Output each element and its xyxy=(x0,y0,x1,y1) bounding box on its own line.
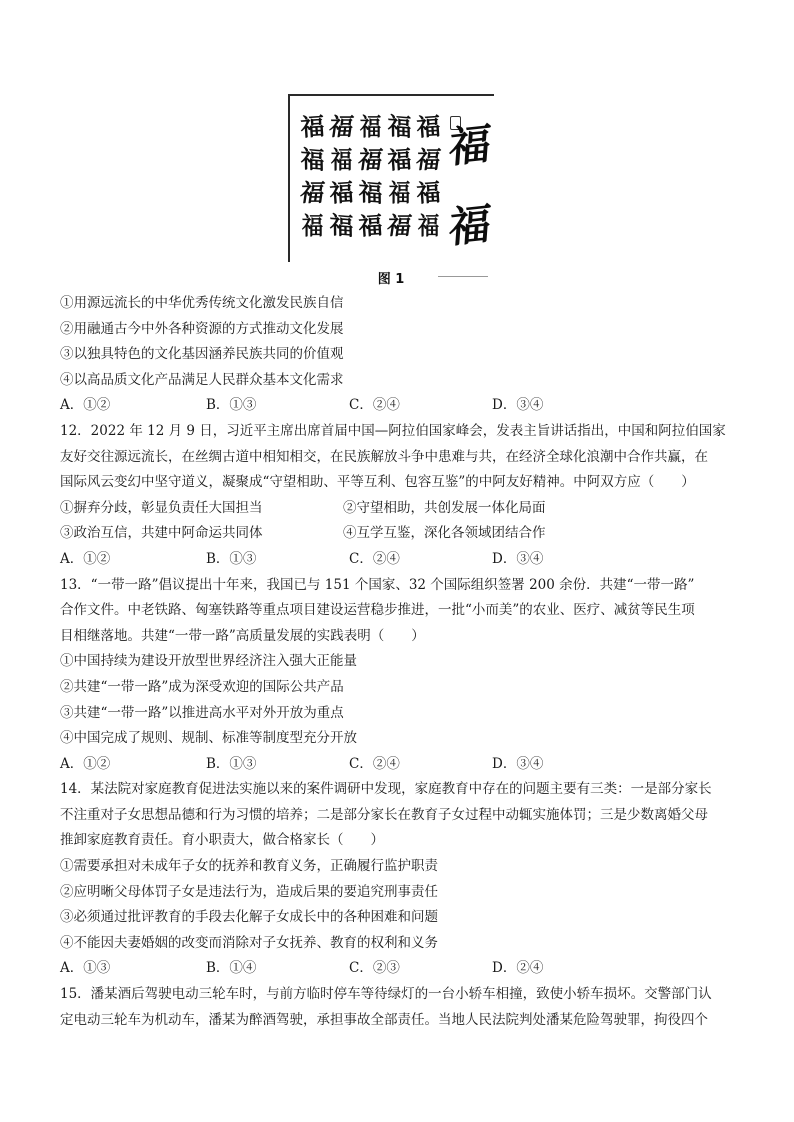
large-fu-char: 福 xyxy=(447,118,493,173)
q14-statement-3: ③必须通过批评教育的手段去化解子女成长中的各种困难和问题 xyxy=(60,909,438,926)
q11-statement-2: ②用融通古今中外各种资源的方式推动文化发展 xyxy=(60,320,344,337)
figure-1 xyxy=(288,94,498,286)
q11-option-b[interactable]: B．①③ xyxy=(206,397,257,414)
q14-option-b[interactable]: B．①④ xyxy=(206,960,257,977)
fu-char: 福 xyxy=(300,143,325,176)
figure-caption-text: 图 1 xyxy=(377,272,405,287)
q12-option-c[interactable]: C．②④ xyxy=(349,550,400,567)
fu-char: 福 xyxy=(298,178,327,207)
q15-stem-line-1: 15．潘某酒后驾驶电动三轮车时，与前方临时停车等待绿灯的一台小轿车相撞，致使小轿车损坏。交警部门认 xyxy=(60,986,712,1003)
fu-char: 福 xyxy=(387,110,412,143)
q12-options xyxy=(60,547,750,573)
q12-statements-row-2 xyxy=(60,521,750,547)
q14-option-c[interactable]: C．②③ xyxy=(349,960,400,977)
q12-statements-row-1 xyxy=(60,496,750,522)
q12-statement-1: ①摒弃分歧，彰显负责任大国担当 xyxy=(60,499,263,516)
q14-statement-2: ②应明晰父母体罚子女是违法行为，造成后果的要追究刑事责任 xyxy=(60,883,438,900)
fu-char: 福 xyxy=(356,145,385,174)
fu-char: 福 xyxy=(299,111,326,142)
large-fu-char: 福 xyxy=(447,198,493,253)
q14-stem-line-1: 14．某法院对家庭教育促进法实施以来的案件调研中发现，家庭教育中存在的问题主要有三类：一是部分家长 xyxy=(60,781,712,798)
q11-options xyxy=(60,393,750,419)
q13-stem-line-3: 目相继落地。共建“一带一路”高质量发展的实践表明（ ） xyxy=(60,627,425,644)
q13-option-d[interactable]: D．③④ xyxy=(492,755,544,772)
caption-dash xyxy=(438,276,488,277)
fu-char: 福 xyxy=(415,111,442,142)
q13-option-b[interactable]: B．①③ xyxy=(206,755,257,772)
fu-char: 福 xyxy=(329,209,354,242)
large-fu-calligraphy xyxy=(448,116,492,256)
q12-statement-4: ④互学互鉴，深化各领域团结合作 xyxy=(343,525,546,542)
q14-option-a[interactable]: A．①③ xyxy=(60,960,111,977)
question-content xyxy=(60,291,750,1033)
fu-char: 福 xyxy=(328,177,355,208)
fu-char: 福 xyxy=(386,144,413,175)
q13-statement-2: ②共建“一带一路”成为深受欢迎的国际公共产品 xyxy=(60,678,344,695)
q13-stem-line-1: 13．“一带一路”倡议提出十年来，我国已与 151 个国家、32 个国际组织签署 200 余份．共建“一带一路” xyxy=(60,576,695,593)
fu-char: 福 xyxy=(385,211,414,240)
q12-stem-line-3: 国际风云变幻中坚守道义，凝聚成“守望相助、平等互利、包容互鉴”的中阿友好精神。中阿双方应（ ） xyxy=(60,474,695,491)
q14-option-d[interactable]: D．②④ xyxy=(492,960,544,977)
q12-stem-line-1: 12．2022 年 12 月 9 日，习近平主席出席首届中国—阿拉伯国家峰会，发表主旨讲话指出，中国和阿拉伯国家 xyxy=(60,422,726,439)
fu-char: 福 xyxy=(359,112,382,141)
q13-statement-3: ③共建“一带一路”以推进高水平对外开放为重点 xyxy=(60,704,344,721)
q12-option-a[interactable]: A．①② xyxy=(60,550,111,567)
q12-option-b[interactable]: B．①③ xyxy=(206,550,257,567)
fu-char: 福 xyxy=(327,112,356,141)
fu-char: 福 xyxy=(417,211,440,240)
q14-options xyxy=(60,956,750,982)
q14-statement-1: ①需要承担对未成年子女的抚养和教育义务，正确履行监护职责 xyxy=(60,858,438,875)
fu-char: 福 xyxy=(415,177,442,208)
q13-options xyxy=(60,752,750,778)
q11-option-a[interactable]: A．①② xyxy=(60,397,111,414)
fu-char: 福 xyxy=(357,210,384,241)
q13-statement-1: ①中国持续为建设开放型世界经济注入强大正能量 xyxy=(60,653,357,670)
figure-frame xyxy=(288,94,494,262)
q12-statement-2: ②守望相助，共创发展一体化局面 xyxy=(343,499,546,516)
q11-statement-1: ①用源远流长的中华优秀传统文化激发民族自信 xyxy=(60,295,344,311)
fu-char: 福 xyxy=(388,178,411,207)
q13-option-a[interactable]: A．①② xyxy=(60,755,111,772)
fu-char: 福 xyxy=(414,145,443,174)
q12-option-d[interactable]: D．③④ xyxy=(492,550,544,567)
fu-char: 福 xyxy=(358,176,383,209)
q11-option-c[interactable]: C．②④ xyxy=(349,397,400,414)
q13-stem-line-2: 合作文件。中老铁路、匈塞铁路等重点项目建设运营稳步推进，一批“小而美”的农业、医疗、减贫等民生项 xyxy=(60,602,695,619)
q11-option-d[interactable]: D．③④ xyxy=(492,397,544,414)
q11-statement-4: ④以高品质文化产品满足人民群众基本文化需求 xyxy=(60,371,344,388)
q12-statement-3: ③政治互信，共建中阿命运共同体 xyxy=(60,525,263,542)
fu-char: 福 xyxy=(301,211,324,240)
q12-stem-line-2: 友好交往源远流长，在丝绸古道中相知相交，在民族解放斗争中患难与共，在经济全球化浪潮中合作共赢，在 xyxy=(60,448,708,465)
q14-stem-line-2: 不注重对子女思想品德和行为习惯的培养；二是部分家长在教育子女过程中动辄实施体罚；三是少数离婚父母 xyxy=(60,806,708,823)
q13-option-c[interactable]: C．②④ xyxy=(349,755,400,772)
q14-stem-line-3: 推卸家庭教育责任。育小职责大，做合格家长（ ） xyxy=(60,832,384,849)
q15-stem-line-2: 定电动三轮车为机动车，潘某为醉酒驾驶，承担事故全部责任。当地人民法院判处潘某危险驾驶罪，拘役四个 xyxy=(60,1011,708,1028)
q14-statement-4: ④不能因夫妻婚姻的改变而消除对子女抚养、教育的权利和义务 xyxy=(60,934,438,951)
q11-statement-3: ③以独具特色的文化基因涵养民族共同的价值观 xyxy=(60,346,344,363)
q13-statement-4: ④中国完成了规则、规制、标准等制度型充分开放 xyxy=(60,730,357,747)
fu-char: 福 xyxy=(330,145,353,174)
fu-character-grid xyxy=(298,110,446,242)
figure-caption xyxy=(288,268,494,287)
